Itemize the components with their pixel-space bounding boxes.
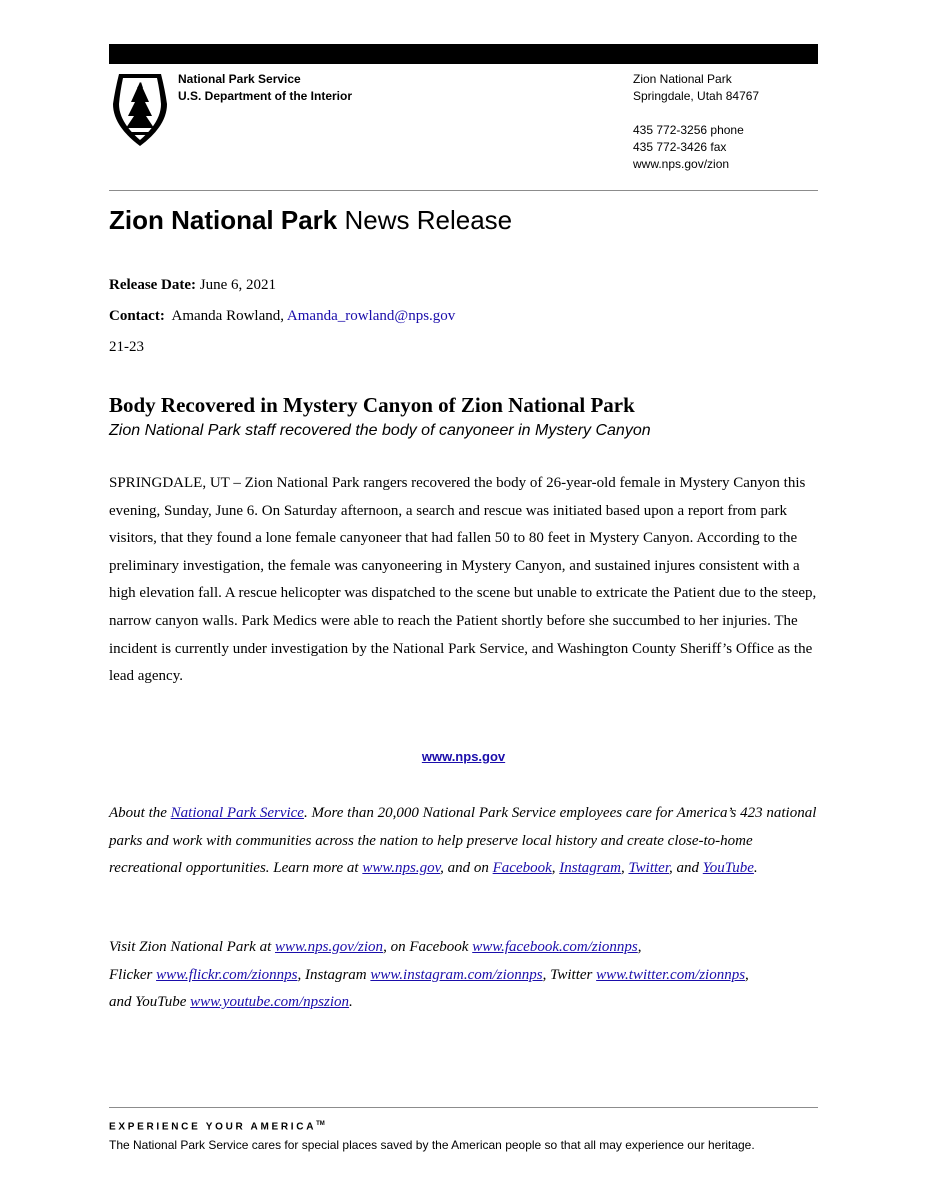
nps-gov-link[interactable]: www.nps.gov [421, 749, 506, 764]
park-phone: 435 772-3256 phone [633, 123, 744, 137]
zion-youtube-link[interactable]: www.youtube.com/npszion [190, 994, 350, 1011]
facebook-link[interactable]: Facebook [492, 860, 552, 877]
agency-block [178, 71, 352, 105]
body-paragraph: SPRINGDALE, UT – Zion National Park rangers recovered the body of 26-year-old female in Mystery Canyon this evening, Sunday, June 6. On Saturday afternoon, a search and rescue was initiated based upon a report from park visitors, that they found a lone female canyoneer that had fallen 50 to 80 feet in Mystery Canyon. According to the preliminary investigation, the female was canyoneering in Mystery Canyon, and sustained injures consistent with a high elevation fall. A rescue helicopter was dispatched to the scene but unable to extricate the Patient due to the steep, narrow canyon walls. Park Medics were able to reach the Patient shortly before she succumbed to her injuries. The incident is currently under investigation by the National Park Service, and Washington County Sheriff’s Office as the lead agency. [109, 475, 817, 685]
release-number: 21-23 [109, 339, 144, 355]
zion-twitter-link[interactable]: www.twitter.com/zionnps [596, 966, 746, 983]
visit-text: Visit Zion National Park at [109, 939, 275, 955]
contact-name: Amanda Rowland, [164, 308, 287, 324]
park-city: Springdale, Utah 84767 [633, 89, 760, 103]
visit-text: . [349, 994, 353, 1011]
trademark-mark: TM [316, 1121, 325, 1127]
release-date-value: June 6, 2021 [196, 277, 277, 293]
zion-site-link[interactable]: www.nps.gov/zion [274, 939, 384, 955]
park-name: Zion National Park [633, 72, 732, 86]
zion-flickr-link[interactable]: www.flickr.com/zionnps [156, 966, 298, 983]
footer-tagline [109, 1117, 325, 1134]
visit-text: , [745, 966, 749, 983]
npsgov-link[interactable]: www.nps.gov [362, 860, 441, 877]
about-text: . More than 20,000 National Park Service employees care for America’s 423 national parks and work with communities across the nation to help preserve local history and create close-to-home recreational opportunities. Learn more at [109, 805, 817, 877]
park-fax: 435 772-3426 fax [633, 140, 727, 154]
about-paragraph [109, 800, 821, 883]
page-title-bold: Zion National Park [109, 205, 338, 235]
subheadline: Zion National Park staff recovered the body of canyoneer in Mystery Canyon [109, 422, 651, 439]
visit-line-1 [109, 934, 821, 962]
about-text: . [753, 860, 758, 877]
zion-instagram-link[interactable]: www.instagram.com/zionnps [370, 966, 543, 983]
zion-facebook-link[interactable]: www.facebook.com/zionnps [472, 939, 638, 955]
visit-text: , on Facebook [383, 939, 473, 955]
visit-text: , Instagram [297, 966, 371, 983]
tagline-text: EXPERIENCE YOUR AMERICA [109, 1121, 317, 1133]
header-black-bar [109, 44, 818, 64]
visit-text: Flicker [109, 966, 157, 983]
agency-name: National Park Service [178, 72, 301, 86]
footer-divider [109, 1107, 818, 1108]
visit-text: and YouTube [109, 994, 191, 1011]
contact-label: Contact: [109, 308, 165, 324]
release-date-label: Release Date: [109, 277, 197, 293]
header-divider [109, 190, 818, 191]
about-text: , and on [440, 860, 493, 877]
about-text: , [551, 860, 560, 877]
visit-line-2 [109, 962, 821, 990]
footer-text: The National Park Service cares for special places saved by the American people so that all may experience our heritage. [109, 1138, 755, 1152]
park-website: www.nps.gov/zion [633, 157, 730, 171]
about-text: , [620, 860, 629, 877]
page-title-regular: News Release [337, 205, 513, 235]
about-text: About the [109, 805, 171, 821]
nps-gov-center-link [0, 748, 927, 766]
visit-text: , [637, 939, 642, 955]
youtube-link[interactable]: YouTube [702, 860, 754, 877]
page-title [109, 202, 512, 238]
headline: Body Recovered in Mystery Canyon of Zion National Park [109, 393, 635, 417]
contact-email-link[interactable]: Amanda_rowland@nps.gov [286, 308, 456, 324]
about-text: , and [669, 860, 703, 877]
visit-text: , Twitter [542, 966, 597, 983]
department-name: U.S. Department of the Interior [178, 89, 353, 103]
instagram-link[interactable]: Instagram [559, 860, 621, 877]
nps-link[interactable]: National Park Service [170, 805, 304, 821]
park-address-block [633, 71, 759, 173]
contact-line [109, 306, 455, 326]
visit-paragraph [109, 934, 821, 1017]
visit-line-3 [109, 989, 821, 1017]
twitter-link[interactable]: Twitter [628, 860, 670, 877]
nps-arrowhead-logo [111, 70, 169, 148]
release-date-line [109, 275, 276, 295]
